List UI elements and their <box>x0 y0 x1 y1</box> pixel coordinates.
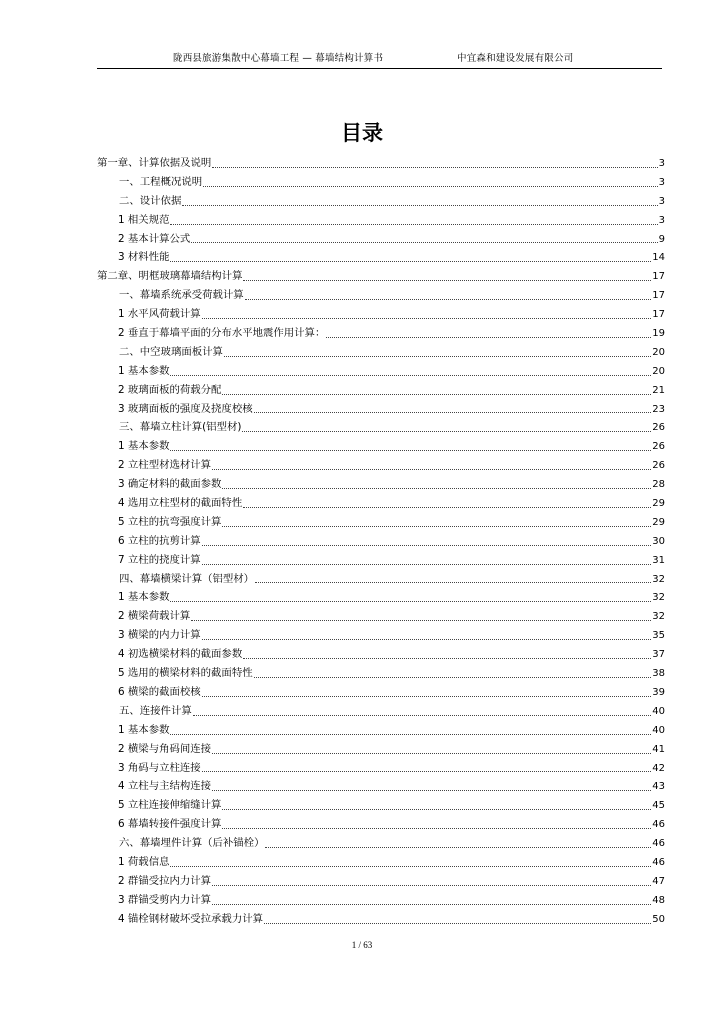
toc-entry-page: 20 <box>652 346 665 358</box>
toc-entry-label: 第一章、计算依据及说明 <box>97 157 212 169</box>
toc-entry-page: 29 <box>652 516 665 528</box>
toc-leader-dots <box>222 808 651 810</box>
toc-leader-dots <box>193 714 652 716</box>
toc-entry-page: 19 <box>652 328 665 340</box>
toc-entry-label: 二、中空玻璃面板计算 <box>119 345 223 358</box>
toc-entry[interactable] <box>97 400 665 419</box>
toc-entry-page: 30 <box>652 535 665 547</box>
toc-entry-page: 46 <box>652 838 665 850</box>
toc-entry[interactable] <box>97 910 665 929</box>
toc-entry-page: 9 <box>658 233 665 245</box>
toc-entry-page: 40 <box>652 705 665 717</box>
toc-entry[interactable] <box>97 456 665 475</box>
toc-entry-label: 4 锚栓钢材破坏受拉承载力计算 <box>118 912 263 925</box>
toc-entry-page: 38 <box>652 668 665 680</box>
toc-entry-page: 21 <box>652 384 665 396</box>
toc-leader-dots <box>191 619 651 621</box>
toc-entry-label: 3 材料性能 <box>118 251 170 264</box>
toc-leader-dots <box>254 411 652 413</box>
toc-entry-label: 2 群锚受拉内力计算 <box>118 874 212 887</box>
toc-entry-label: 3 确定材料的截面参数 <box>118 478 222 491</box>
toc-entry-label: 二、设计依据 <box>119 194 182 207</box>
toc-title: 目录 <box>341 121 383 145</box>
toc-leader-dots <box>170 223 657 225</box>
toc-entry-page: 29 <box>652 498 665 510</box>
toc-entry-page: 20 <box>652 365 665 377</box>
toc-entry-label: 1 荷载信息 <box>118 855 170 868</box>
toc-entry[interactable] <box>97 796 665 815</box>
toc-entry-label: 四、幕墙横梁计算（铝型材） <box>119 572 255 585</box>
toc-entry-page: 45 <box>652 800 665 812</box>
toc-entry[interactable] <box>97 645 665 664</box>
toc-entry[interactable] <box>97 494 665 513</box>
toc-entry[interactable] <box>97 683 665 702</box>
toc-entry-label: 5 选用的横梁材料的截面特性 <box>118 667 253 680</box>
toc-entry-page: 31 <box>652 554 665 566</box>
toc-entry[interactable] <box>97 211 665 230</box>
toc-leader-dots <box>264 922 651 924</box>
toc-entry[interactable] <box>97 381 665 400</box>
toc-entry-page: 41 <box>652 743 665 755</box>
toc-entry-page: 23 <box>652 403 665 415</box>
toc-entry-page: 32 <box>652 611 665 623</box>
toc-entry[interactable] <box>97 286 665 305</box>
toc-entry-label: 6 幕墙转接件强度计算 <box>118 818 222 831</box>
toc-leader-dots <box>254 676 652 678</box>
toc-entry-page: 46 <box>652 819 665 831</box>
toc-leader-dots <box>202 770 652 772</box>
toc-entry-label: 1 基本参数 <box>118 440 170 453</box>
toc-entry-label: 4 选用立柱型材的截面特性 <box>118 497 243 510</box>
toc-entry-page: 46 <box>652 856 665 868</box>
toc-leader-dots <box>170 374 651 376</box>
toc-entry-page: 17 <box>652 271 665 283</box>
toc-entry-page: 37 <box>652 649 665 661</box>
toc-entry-label: 1 基本参数 <box>118 364 170 377</box>
toc-entry-label: 五、连接件计算 <box>119 704 192 717</box>
toc-entry-label: 4 初选横梁材料的截面参数 <box>118 648 243 661</box>
toc-entry-page: 32 <box>652 573 665 585</box>
toc-entry[interactable] <box>97 740 665 759</box>
toc-entry[interactable] <box>97 192 665 211</box>
toc-entry-page: 47 <box>652 875 665 887</box>
toc-entry-page: 43 <box>652 781 665 793</box>
toc-entry-label: 4 立柱与主结构连接 <box>118 780 212 793</box>
toc-entry-page: 48 <box>652 894 665 906</box>
toc-entry[interactable] <box>97 324 665 343</box>
toc-entry-page: 35 <box>652 630 665 642</box>
toc-entry-page: 50 <box>652 913 665 925</box>
toc-entry[interactable] <box>97 154 665 173</box>
toc-entry-label: 一、工程概况说明 <box>119 175 203 188</box>
toc-leader-dots <box>170 733 651 735</box>
toc-leader-dots <box>255 581 651 583</box>
toc-entry-label: 1 基本参数 <box>118 591 170 604</box>
toc-entry[interactable] <box>97 664 665 683</box>
toc-entry[interactable] <box>97 305 665 324</box>
toc-entry[interactable] <box>97 437 665 456</box>
toc-leader-dots <box>170 449 651 451</box>
toc-leader-dots <box>202 317 652 319</box>
toc-entry-label: 2 横梁与角码间连接 <box>118 742 212 755</box>
toc-entry-page: 3 <box>658 158 665 169</box>
toc-leader-dots <box>243 506 651 508</box>
toc-entry-label: 1 基本参数 <box>118 723 170 736</box>
toc-entry-page: 14 <box>652 252 665 264</box>
toc-entry-label: 5 立柱的抗弯强度计算 <box>118 515 222 528</box>
toc-entry[interactable] <box>97 532 665 551</box>
toc-entry-label: 三、幕墙立柱计算(铝型材) <box>119 421 242 434</box>
toc-entry-page: 26 <box>652 460 665 472</box>
toc-entry-label: 6 横梁的截面校核 <box>118 685 201 698</box>
toc-entry-label: 6 立柱的抗剪计算 <box>118 534 201 547</box>
toc-entry[interactable] <box>97 551 665 570</box>
toc-entry[interactable] <box>97 853 665 872</box>
toc-leader-dots <box>212 903 651 905</box>
toc-leader-dots <box>245 298 652 300</box>
toc-leader-dots <box>222 525 651 527</box>
header-company-name: 中宜森和建设发展有限公司 <box>457 53 574 64</box>
toc-entry-page: 40 <box>652 724 665 736</box>
toc-leader-dots <box>202 544 652 546</box>
page-number: 1 / 63 <box>351 940 373 950</box>
toc-entry[interactable] <box>97 343 665 362</box>
toc-entry-label: 2 垂直于幕墙平面的分布水平地震作用计算： <box>118 327 326 340</box>
toc-entry[interactable] <box>97 267 665 286</box>
toc-entry[interactable] <box>97 872 665 891</box>
toc-entry[interactable] <box>97 588 665 607</box>
toc-entry-page: 17 <box>652 290 665 302</box>
toc-leader-dots <box>202 563 652 565</box>
toc-leader-dots <box>265 846 651 848</box>
toc-entry-label: 2 横梁荷载计算 <box>118 610 191 623</box>
toc-leader-dots <box>243 279 651 281</box>
toc-leader-dots <box>202 638 652 640</box>
toc-entry-label: 2 立柱型材选材计算 <box>118 459 212 472</box>
toc-entry[interactable] <box>97 362 665 381</box>
toc-entry-page: 42 <box>652 762 665 774</box>
toc-entry[interactable] <box>97 173 665 192</box>
toc-entry[interactable] <box>97 815 665 834</box>
table-of-contents <box>97 154 665 929</box>
toc-entry[interactable] <box>97 702 665 721</box>
toc-entry-label: 3 横梁的内力计算 <box>118 629 201 642</box>
toc-leader-dots <box>243 657 651 659</box>
toc-entry-label: 一、幕墙系统承受荷载计算 <box>119 289 244 302</box>
toc-leader-dots <box>170 600 651 602</box>
toc-entry[interactable] <box>97 759 665 778</box>
toc-entry-label: 3 群锚受剪内力计算 <box>118 893 212 906</box>
toc-leader-dots <box>182 204 657 206</box>
toc-leader-dots <box>191 241 657 243</box>
toc-entry-label: 2 玻璃面板的荷载分配 <box>118 383 222 396</box>
toc-leader-dots <box>224 355 651 357</box>
toc-entry[interactable] <box>97 248 665 267</box>
toc-entry[interactable] <box>97 891 665 910</box>
toc-entry[interactable] <box>97 626 665 645</box>
toc-entry-page: 3 <box>658 195 665 207</box>
toc-entry[interactable] <box>97 513 665 532</box>
toc-entry-label: 六、幕墙埋件计算（后补锚栓） <box>119 837 265 850</box>
toc-leader-dots <box>170 260 651 262</box>
toc-entry[interactable] <box>97 777 665 796</box>
toc-entry-label: 5 立柱连接伸缩缝计算 <box>118 799 222 812</box>
toc-leader-dots <box>222 827 651 829</box>
toc-leader-dots <box>222 393 651 395</box>
toc-leader-dots <box>212 884 651 886</box>
toc-entry-page: 28 <box>652 479 665 491</box>
toc-leader-dots <box>326 336 651 338</box>
toc-entry-label: 1 相关规范 <box>118 213 170 226</box>
toc-entry[interactable] <box>97 834 665 853</box>
toc-entry[interactable] <box>97 418 665 437</box>
toc-leader-dots <box>170 865 651 867</box>
toc-leader-dots <box>222 487 651 489</box>
toc-leader-dots <box>242 430 651 432</box>
toc-entry[interactable] <box>97 230 665 249</box>
toc-entry-label: 2 基本计算公式 <box>118 232 191 245</box>
page-header <box>97 52 662 69</box>
toc-entry-page: 17 <box>652 309 665 321</box>
toc-entry-page: 39 <box>652 686 665 698</box>
toc-entry[interactable] <box>97 570 665 589</box>
toc-leader-dots <box>212 468 651 470</box>
toc-entry[interactable] <box>97 721 665 740</box>
toc-entry[interactable] <box>97 607 665 626</box>
toc-entry-label: 7 立柱的挠度计算 <box>118 553 201 566</box>
toc-entry-label: 第二章、明框玻璃幕墙结构计算 <box>97 270 243 283</box>
toc-entry-page: 3 <box>658 176 665 188</box>
toc-leader-dots <box>202 695 652 697</box>
toc-entry-page: 3 <box>658 214 665 226</box>
toc-entry-label: 3 角码与立柱连接 <box>118 761 201 774</box>
toc-entry-label: 1 水平风荷载计算 <box>118 308 201 321</box>
toc-entry[interactable] <box>97 475 665 494</box>
toc-entry-page: 26 <box>652 441 665 453</box>
toc-entry-page: 32 <box>652 592 665 604</box>
toc-leader-dots <box>212 789 651 791</box>
toc-leader-dots <box>212 166 657 168</box>
header-project-title: 陇西县旅游集散中心幕墙工程 — 幕墙结构计算书 <box>173 53 384 64</box>
toc-entry-page: 26 <box>652 422 665 434</box>
toc-leader-dots <box>212 752 651 754</box>
toc-leader-dots <box>203 185 658 187</box>
toc-entry-label: 3 玻璃面板的强度及挠度校核 <box>118 402 253 415</box>
